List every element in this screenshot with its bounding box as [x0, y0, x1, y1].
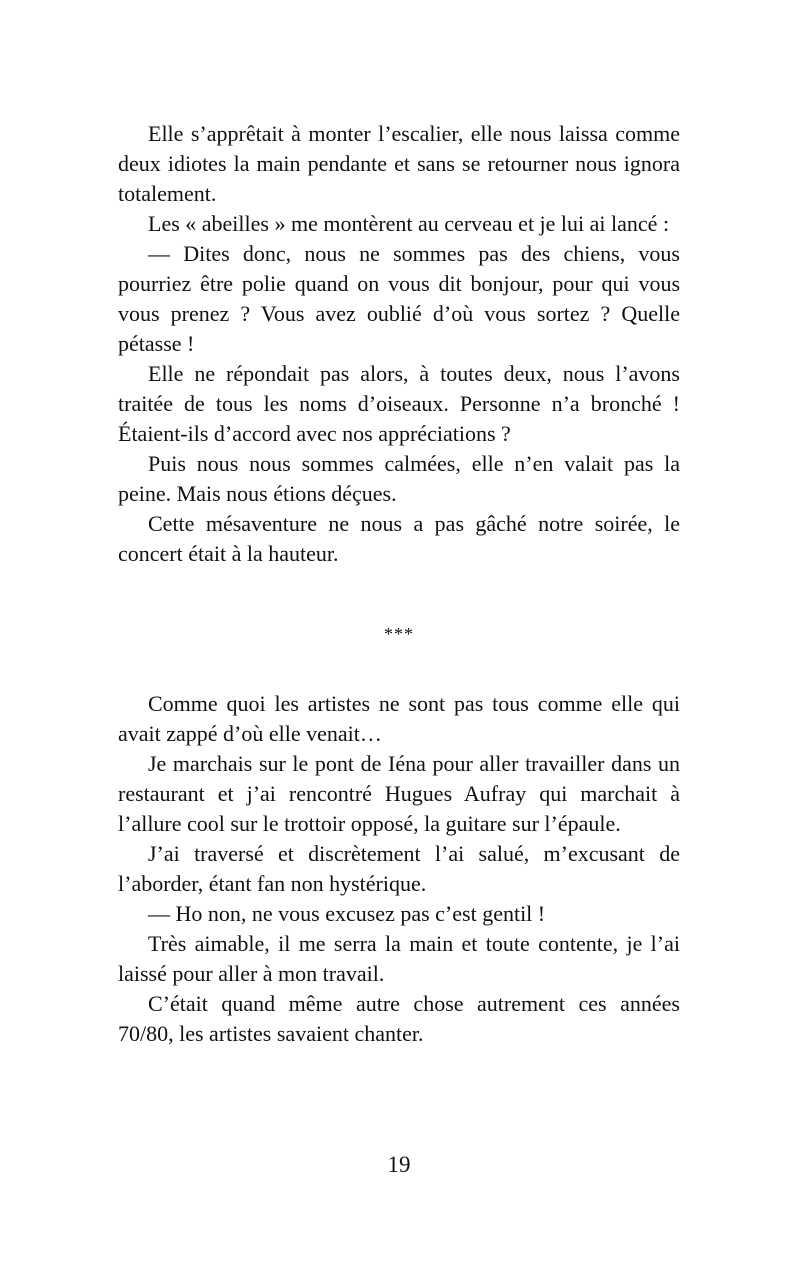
- paragraph: Elle s’apprêtait à monter l’escalier, elle nous laissa comme deux idiotes la main pendante et sans se retourner nous ignora totalement.: [118, 121, 680, 206]
- paragraph: Je marchais sur le pont de Iéna pour aller travailler dans un restaurant et j’ai rencontré Hugues Aufray qui marchait à l’allure cool sur le trottoir opposé, la guitare sur l’épaule.: [118, 751, 680, 836]
- paragraph: Les « abeilles » me montèrent au cerveau et je lui ai lancé :: [148, 211, 670, 236]
- paragraph: C’était quand même autre chose autrement ces années 70/80, les artistes savaient chanter.: [118, 991, 680, 1046]
- paragraph: J’ai traversé et discrètement l’ai salué, m’excusant de l’aborder, étant fan non hystérique.: [118, 841, 680, 896]
- page-number: 19: [387, 1152, 411, 1177]
- paragraph: Comme quoi les artistes ne sont pas tous comme elle qui avait zappé d’où elle venait…: [118, 691, 680, 746]
- paragraph: Puis nous nous sommes calmées, elle n’en valait pas la peine. Mais nous étions déçues.: [118, 451, 680, 506]
- paragraph: — Dites donc, nous ne sommes pas des chiens, vous pourriez être polie quand on vous dit bonjour, pour qui vous vous prenez ? Vous avez oublié d’où vous sortez ? Quelle pétasse !: [118, 241, 680, 356]
- paragraph: Très aimable, il me serra la main et toute contente, je l’ai laissé pour aller à mon travail.: [118, 931, 680, 986]
- paragraph: — Ho non, ne vous excusez pas c’est gentil !: [148, 901, 546, 926]
- paragraph: Cette mésaventure ne nous a pas gâché notre soirée, le concert était à la hauteur.: [118, 511, 680, 566]
- text-section-2: [118, 689, 680, 1049]
- paragraph: Elle ne répondait pas alors, à toutes deux, nous l’avons traitée de tous les noms d’oiseaux. Personne n’a bronché ! Étaient-ils d’accord avec nos appréciations ?: [118, 361, 680, 446]
- text-section-1: [118, 119, 680, 569]
- section-separator: ***: [384, 624, 414, 644]
